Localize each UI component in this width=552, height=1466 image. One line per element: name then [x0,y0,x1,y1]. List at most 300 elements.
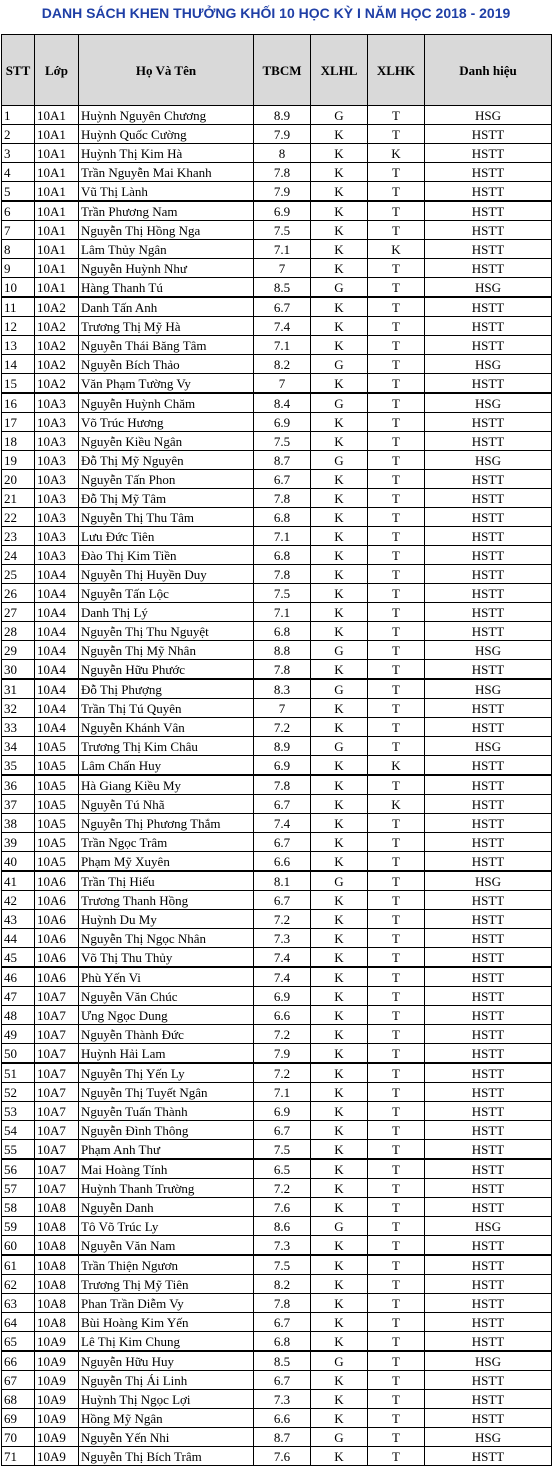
cell-xlhk: K [368,144,425,163]
cell-stt: 26 [2,584,35,603]
cell-name: Trương Thị Kim Châu [79,737,254,756]
cell-xlhk: T [368,1006,425,1025]
cell-stt: 64 [2,1313,35,1332]
cell-award: HSG [425,451,552,470]
cell-class: 10A1 [35,201,79,221]
cell-class: 10A3 [35,470,79,489]
cell-tbcm: 8.7 [254,451,311,470]
table-row [2,1313,552,1332]
cell-tbcm: 8.5 [254,1351,311,1371]
cell-class: 10A7 [35,1159,79,1179]
cell-xlhl: K [311,432,368,451]
cell-tbcm: 7.2 [254,1063,311,1083]
cell-stt: 70 [2,1428,35,1447]
cell-xlhk: T [368,221,425,240]
cell-stt: 32 [2,699,35,718]
cell-xlhl: K [311,891,368,910]
cell-name: Võ Trúc Hương [79,413,254,432]
cell-stt: 53 [2,1102,35,1121]
cell-xlhk: T [368,259,425,278]
table-row [2,852,552,872]
cell-tbcm: 6.9 [254,413,311,432]
cell-name: Huỳnh Hải Lam [79,1044,254,1064]
table-row [2,336,552,355]
cell-xlhl: K [311,948,368,968]
cell-xlhk: T [368,1063,425,1083]
cell-class: 10A1 [35,278,79,298]
cell-stt: 10 [2,278,35,298]
cell-award: HSG [425,1428,552,1447]
cell-xlhk: T [368,1332,425,1352]
cell-class: 10A4 [35,641,79,660]
cell-class: 10A9 [35,1409,79,1428]
cell-name: Nguyễn Thị Yến Ly [79,1063,254,1083]
cell-tbcm: 7.3 [254,1236,311,1256]
cell-tbcm: 8.7 [254,1428,311,1447]
cell-tbcm: 7.6 [254,1198,311,1217]
cell-xlhl: K [311,833,368,852]
table-row [2,948,552,968]
cell-xlhl: K [311,756,368,776]
cell-tbcm: 7.6 [254,1447,311,1466]
table-row [2,891,552,910]
cell-xlhl: K [311,775,368,795]
cell-stt: 43 [2,910,35,929]
cell-stt: 2 [2,125,35,144]
cell-tbcm: 7.3 [254,929,311,948]
cell-xlhk: T [368,1179,425,1198]
cell-name: Đỗ Thị Phượng [79,679,254,699]
table-row [2,756,552,776]
cell-name: Trần Thị Tú Quyên [79,699,254,718]
cell-class: 10A7 [35,1083,79,1102]
cell-name: Tô Võ Trúc Ly [79,1217,254,1236]
cell-xlhl: K [311,317,368,336]
cell-name: Lê Thị Kim Chung [79,1332,254,1352]
cell-name: Nguyễn Tú Nhã [79,795,254,814]
cell-xlhk: T [368,891,425,910]
cell-xlhl: K [311,374,368,394]
cell-stt: 59 [2,1217,35,1236]
cell-stt: 65 [2,1332,35,1352]
cell-name: Ưng Ngọc Dung [79,1006,254,1025]
cell-tbcm: 7.9 [254,1044,311,1064]
cell-xlhl: K [311,1447,368,1466]
cell-name: Mai Hoàng Tính [79,1159,254,1179]
cell-tbcm: 7.8 [254,163,311,182]
cell-name: Nguyễn Hữu Huy [79,1351,254,1371]
cell-tbcm: 7.2 [254,718,311,737]
cell-class: 10A6 [35,891,79,910]
cell-stt: 4 [2,163,35,182]
cell-name: Trần Ngọc Trâm [79,833,254,852]
cell-tbcm: 7.4 [254,317,311,336]
cell-award: HSTT [425,1025,552,1044]
header-xlhl: XLHL [311,35,368,106]
cell-stt: 57 [2,1179,35,1198]
cell-tbcm: 6.8 [254,508,311,527]
cell-xlhl: K [311,795,368,814]
cell-xlhk: T [368,660,425,680]
cell-name: Trần Thị Hiếu [79,871,254,891]
cell-class: 10A9 [35,1371,79,1390]
cell-name: Phan Trần Diễm Vy [79,1294,254,1313]
cell-tbcm: 7.8 [254,565,311,584]
cell-class: 10A8 [35,1198,79,1217]
cell-tbcm: 8.9 [254,106,311,125]
cell-xlhk: T [368,201,425,221]
cell-class: 10A5 [35,814,79,833]
table-row [2,871,552,891]
cell-stt: 45 [2,948,35,968]
cell-class: 10A6 [35,910,79,929]
cell-xlhk: T [368,1255,425,1275]
cell-xlhl: G [311,1351,368,1371]
cell-award: HSTT [425,1198,552,1217]
table-row [2,393,552,413]
table-row [2,1121,552,1140]
cell-tbcm: 7.5 [254,1255,311,1275]
cell-tbcm: 7.4 [254,967,311,987]
table-row [2,1140,552,1160]
cell-award: HSTT [425,967,552,987]
header-stt: STT [2,35,35,106]
cell-stt: 46 [2,967,35,987]
header-name: Họ Và Tên [79,35,254,106]
cell-stt: 51 [2,1063,35,1083]
cell-award: HSTT [425,699,552,718]
cell-class: 10A6 [35,948,79,968]
cell-stt: 42 [2,891,35,910]
cell-class: 10A7 [35,1063,79,1083]
cell-xlhl: G [311,393,368,413]
table-row [2,527,552,546]
cell-tbcm: 8.2 [254,1275,311,1294]
cell-xlhl: K [311,1255,368,1275]
cell-xlhl: K [311,603,368,622]
cell-xlhk: T [368,1198,425,1217]
cell-award: HSTT [425,584,552,603]
cell-award: HSTT [425,1159,552,1179]
cell-name: Nguyễn Thị Ái Linh [79,1371,254,1390]
cell-award: HSTT [425,240,552,259]
cell-award: HSTT [425,987,552,1006]
cell-xlhl: G [311,737,368,756]
cell-xlhk: T [368,1140,425,1160]
table-row [2,546,552,565]
cell-award: HSG [425,1351,552,1371]
cell-tbcm: 7.5 [254,584,311,603]
cell-xlhk: T [368,833,425,852]
table-row [2,814,552,833]
cell-tbcm: 6.7 [254,1313,311,1332]
cell-award: HSTT [425,336,552,355]
cell-award: HSG [425,1217,552,1236]
cell-award: HSTT [425,413,552,432]
cell-name: Nguyễn Bích Thảo [79,355,254,374]
table-row [2,259,552,278]
cell-xlhk: T [368,546,425,565]
cell-xlhl: K [311,1063,368,1083]
cell-stt: 6 [2,201,35,221]
cell-xlhl: K [311,546,368,565]
cell-class: 10A4 [35,699,79,718]
cell-tbcm: 6.7 [254,891,311,910]
cell-award: HSTT [425,374,552,394]
cell-award: HSTT [425,221,552,240]
cell-tbcm: 6.5 [254,1159,311,1179]
cell-stt: 33 [2,718,35,737]
table-row [2,967,552,987]
cell-award: HSTT [425,470,552,489]
cell-stt: 34 [2,737,35,756]
cell-award: HSTT [425,1332,552,1352]
cell-stt: 60 [2,1236,35,1256]
cell-stt: 12 [2,317,35,336]
cell-xlhl: G [311,278,368,298]
cell-name: Nguyễn Tuấn Thành [79,1102,254,1121]
cell-tbcm: 6.8 [254,622,311,641]
cell-name: Danh Tấn Anh [79,297,254,317]
cell-xlhl: K [311,1179,368,1198]
cell-xlhl: K [311,1198,368,1217]
cell-award: HSTT [425,660,552,680]
table-header-row [2,35,552,106]
cell-name: Phù Yến Vi [79,967,254,987]
table-row [2,1102,552,1121]
cell-award: HSTT [425,317,552,336]
cell-xlhk: T [368,929,425,948]
cell-name: Huỳnh Du My [79,910,254,929]
cell-name: Nguyễn Thị Huyền Duy [79,565,254,584]
cell-tbcm: 7.4 [254,814,311,833]
cell-xlhk: T [368,775,425,795]
cell-tbcm: 6.9 [254,987,311,1006]
table-row [2,699,552,718]
cell-xlhk: T [368,679,425,699]
cell-award: HSG [425,393,552,413]
cell-xlhk: T [368,489,425,508]
cell-name: Lưu Đức Tiên [79,527,254,546]
cell-stt: 38 [2,814,35,833]
cell-stt: 48 [2,1006,35,1025]
cell-class: 10A8 [35,1313,79,1332]
cell-award: HSTT [425,201,552,221]
cell-stt: 31 [2,679,35,699]
cell-stt: 18 [2,432,35,451]
cell-name: Nguyễn Văn Nam [79,1236,254,1256]
table-row [2,795,552,814]
cell-stt: 69 [2,1409,35,1428]
cell-class: 10A9 [35,1351,79,1371]
cell-name: Nguyễn Thái Băng Tâm [79,336,254,355]
cell-stt: 67 [2,1371,35,1390]
cell-xlhl: K [311,1025,368,1044]
cell-xlhk: T [368,317,425,336]
cell-xlhl: K [311,413,368,432]
table-row [2,584,552,603]
cell-xlhl: K [311,1102,368,1121]
cell-xlhl: K [311,259,368,278]
cell-xlhl: K [311,929,368,948]
table-row [2,833,552,852]
table-row [2,221,552,240]
cell-xlhk: K [368,240,425,259]
cell-name: Hà Giang Kiều My [79,775,254,795]
cell-xlhl: K [311,201,368,221]
cell-class: 10A9 [35,1390,79,1409]
cell-tbcm: 6.6 [254,1409,311,1428]
cell-xlhl: G [311,1217,368,1236]
cell-stt: 66 [2,1351,35,1371]
cell-xlhl: G [311,355,368,374]
table-row [2,278,552,298]
table-row [2,1275,552,1294]
table-row [2,1294,552,1313]
cell-xlhl: K [311,814,368,833]
table-row [2,163,552,182]
cell-award: HSG [425,641,552,660]
cell-name: Nguyễn Đình Thông [79,1121,254,1140]
cell-award: HSTT [425,546,552,565]
cell-xlhk: T [368,182,425,202]
cell-tbcm: 7 [254,259,311,278]
cell-award: HSTT [425,891,552,910]
header-award: Danh hiệu [425,35,552,106]
table-row [2,374,552,394]
cell-name: Trương Thị Mỹ Tiên [79,1275,254,1294]
table-row [2,451,552,470]
cell-xlhl: K [311,622,368,641]
cell-stt: 29 [2,641,35,660]
cell-stt: 21 [2,489,35,508]
cell-xlhk: T [368,413,425,432]
cell-class: 10A9 [35,1428,79,1447]
cell-class: 10A2 [35,336,79,355]
cell-xlhk: T [368,278,425,298]
cell-name: Trương Thị Mỹ Hà [79,317,254,336]
cell-stt: 9 [2,259,35,278]
cell-tbcm: 7.8 [254,660,311,680]
table-row [2,1236,552,1256]
cell-tbcm: 7.1 [254,527,311,546]
cell-stt: 63 [2,1294,35,1313]
cell-xlhl: K [311,182,368,202]
cell-xlhk: T [368,1351,425,1371]
cell-xlhk: T [368,336,425,355]
cell-xlhl: K [311,1006,368,1025]
cell-xlhl: K [311,1159,368,1179]
cell-award: HSTT [425,1255,552,1275]
cell-stt: 37 [2,795,35,814]
cell-stt: 5 [2,182,35,202]
table-row [2,1332,552,1352]
cell-class: 10A5 [35,833,79,852]
table-row [2,679,552,699]
cell-xlhk: T [368,1294,425,1313]
cell-name: Nguyễn Khánh Vân [79,718,254,737]
cell-tbcm: 6.6 [254,1006,311,1025]
cell-name: Hồng Mỹ Ngân [79,1409,254,1428]
table-row [2,144,552,163]
cell-xlhl: G [311,451,368,470]
cell-name: Nguyễn Hữu Phước [79,660,254,680]
cell-name: Phạm Anh Thư [79,1140,254,1160]
table-row [2,1025,552,1044]
cell-award: HSTT [425,1083,552,1102]
cell-stt: 61 [2,1255,35,1275]
cell-class: 10A8 [35,1275,79,1294]
cell-xlhk: K [368,756,425,776]
table-row [2,182,552,202]
cell-class: 10A1 [35,182,79,202]
cell-xlhk: T [368,699,425,718]
cell-class: 10A9 [35,1332,79,1352]
cell-class: 10A6 [35,967,79,987]
cell-xlhk: T [368,1083,425,1102]
cell-tbcm: 6.7 [254,1371,311,1390]
cell-xlhk: T [368,451,425,470]
cell-award: HSTT [425,948,552,968]
cell-class: 10A6 [35,871,79,891]
cell-stt: 11 [2,297,35,317]
cell-tbcm: 7.9 [254,125,311,144]
cell-xlhl: K [311,1332,368,1352]
cell-tbcm: 8.6 [254,1217,311,1236]
cell-class: 10A2 [35,317,79,336]
cell-class: 10A9 [35,1447,79,1466]
table-row [2,413,552,432]
cell-tbcm: 6.7 [254,1121,311,1140]
cell-class: 10A1 [35,240,79,259]
cell-name: Hàng Thanh Tú [79,278,254,298]
cell-award: HSTT [425,1063,552,1083]
cell-xlhk: T [368,374,425,394]
cell-stt: 52 [2,1083,35,1102]
cell-name: Huỳnh Thanh Trường [79,1179,254,1198]
cell-xlhk: T [368,1044,425,1064]
table-row [2,929,552,948]
cell-name: Lâm Chấn Huy [79,756,254,776]
cell-class: 10A7 [35,1179,79,1198]
cell-award: HSTT [425,833,552,852]
cell-xlhk: T [368,1275,425,1294]
cell-name: Nguyễn Thị Bích Trâm [79,1447,254,1466]
cell-xlhl: K [311,508,368,527]
cell-xlhl: K [311,1236,368,1256]
cell-stt: 17 [2,413,35,432]
cell-name: Nguyễn Danh [79,1198,254,1217]
cell-tbcm: 7.5 [254,221,311,240]
cell-award: HSTT [425,795,552,814]
cell-award: HSTT [425,125,552,144]
cell-xlhk: T [368,527,425,546]
cell-xlhk: T [368,603,425,622]
cell-name: Nguyễn Thành Đức [79,1025,254,1044]
cell-class: 10A8 [35,1217,79,1236]
cell-award: HSG [425,737,552,756]
cell-xlhk: T [368,1428,425,1447]
table-row [2,1447,552,1466]
cell-xlhk: T [368,584,425,603]
cell-xlhk: T [368,470,425,489]
cell-stt: 54 [2,1121,35,1140]
cell-xlhl: K [311,1313,368,1332]
cell-award: HSTT [425,929,552,948]
cell-xlhl: K [311,718,368,737]
cell-xlhl: K [311,489,368,508]
cell-award: HSTT [425,756,552,776]
